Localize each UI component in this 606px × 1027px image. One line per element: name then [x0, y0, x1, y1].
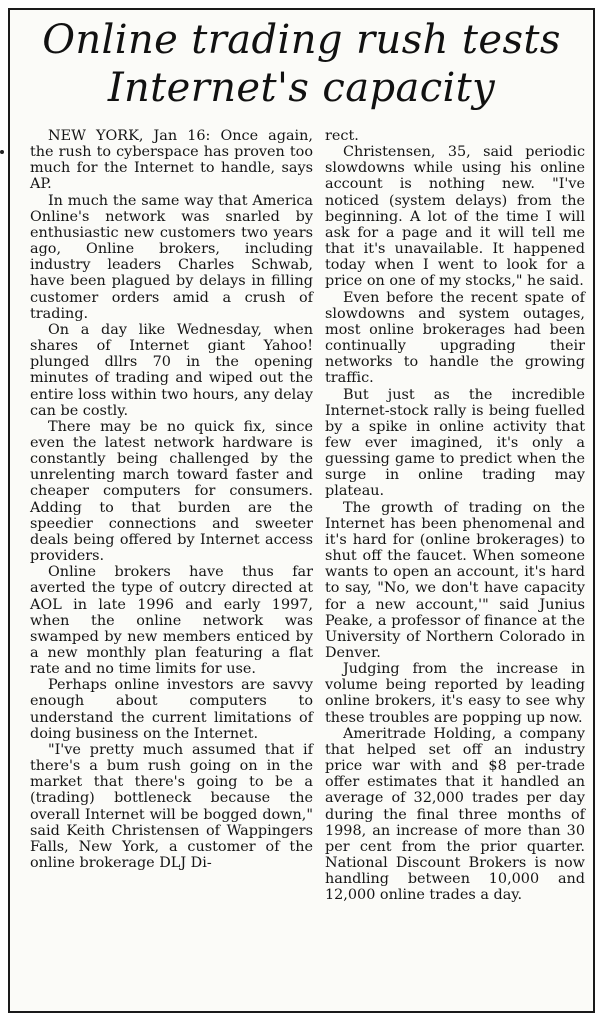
article-body: [10, 128, 593, 904]
paragraph: On a day like Wednesday, when shares of Internet giant Yahoo! plunged dllrs 70 in the opening minutes of trading and wiped out the entire loss within two hours, any delay can be costly.: [30, 321, 313, 419]
paragraph: The growth of trading on the Internet has been phenomenal and it's hard for (online brokerages) to shut off the faucet. When someone wants to open an account, it's hard to say, "No, we don't have capacity for a new account,'" said Junius Peake, a professor of finance at the University of Northern Colorado in Denver.: [325, 499, 585, 661]
left-column: [10, 128, 316, 904]
paragraph: Christensen, 35, said periodic slowdowns while using his online account is nothing new. "I've noticed (system delays) from the beginning. A lot of the time I will ask for a page and it will tell me that it's unavailable. It happened today when I went to look for a price on one of my stocks," he said.: [325, 144, 585, 290]
paragraph: Perhaps online investors are savvy enough about computers to understand the current limitations of doing business on the Internet.: [30, 677, 313, 742]
paragraph: Online brokers have thus far averted the type of outcry directed at AOL in late 1996 and early 1997, when the online network was swamped by new members enticed by a new monthly plan featuring a flat rate and no time limits for use.: [30, 564, 313, 678]
newspaper-clipping: [8, 8, 595, 1013]
right-column: [316, 128, 593, 904]
paragraph-dateline: NEW YORK, Jan 16: Once again, the rush to cyberspace has proven too much for the Internet to handle, says AP.: [30, 128, 313, 193]
margin-dot: [0, 150, 4, 154]
paragraph: Even before the recent spate of slowdowns and system outages, most online brokerages had been continually upgrading their networks to handle the growing traffic.: [325, 289, 585, 387]
paragraph: But just as the incredible Internet-stock rally is being fuelled by a spike in online activity that few ever imagined, it's only a guessing game to predict when the surge in online trading may plateau.: [325, 386, 585, 500]
paragraph: In much the same way that America Online's network was snarled by enthusiastic new customers two years ago, Online brokers, including industry leaders Charles Schwab, have been plagued by delays in filling customer orders amid a crush of trading.: [30, 192, 313, 322]
paragraph: Ameritrade Holding, a company that helped set off an industry price war with and $8 per-trade offer estimates that it handled an average of 32,000 trades per day during the final three months of 1998, an increase of more than 30 per cent from the prior quarter. National Discount Brokers is now handling between 10,000 and 12,000 online trades a day.: [325, 725, 585, 904]
headline-line-2: Internet's capacity: [107, 65, 496, 111]
paragraph: "I've pretty much assumed that if there's a bum rush going on in the market that there's going to be a (trading) bottleneck because the overall Internet will be bogged down," said Keith Christensen of Wappingers Falls, New York, a customer of the online brokerage DLJ Di-: [30, 741, 313, 872]
paragraph: Judging from the increase in volume being reported by leading online brokers, it's easy to see why these troubles are popping up now.: [325, 661, 585, 726]
paragraph: There may be no quick fix, since even the latest network hardware is constantly being challenged by the unrelenting march toward faster and cheaper computers for consumers. Adding to that burden are the speedier connections and sweeter deals being offered by Internet access providers.: [30, 418, 313, 565]
headline: [10, 10, 593, 112]
headline-line-1: Online trading rush tests: [42, 17, 561, 63]
paragraph-continuation: rect.: [325, 128, 359, 144]
